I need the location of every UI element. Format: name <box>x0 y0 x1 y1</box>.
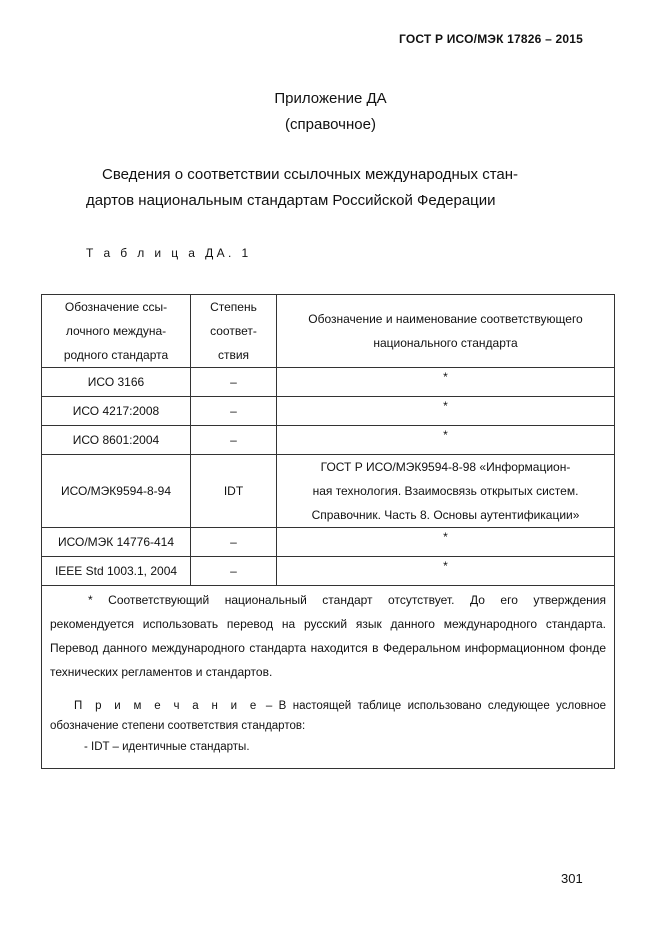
cell-ref: ИСО/МЭК 14776-414 <box>42 528 191 557</box>
cell-national: * <box>277 557 615 586</box>
cell-ref: ИСО 8601:2004 <box>42 426 191 455</box>
section-heading-line-2: дартов национальным стандартам Российской Федерации <box>86 192 496 209</box>
table-row <box>42 426 615 455</box>
appendix-subtitle: (справочное) <box>285 116 376 133</box>
table-caption: Т а б л и ц а ДА. 1 <box>86 246 252 260</box>
table-row <box>42 557 615 586</box>
header-line: национального стандарта <box>373 336 518 350</box>
cell-national: * <box>277 368 615 397</box>
table-row <box>42 455 615 528</box>
table-note <box>50 696 606 736</box>
header-line: Обозначение ссы- <box>64 300 168 314</box>
header-line: лочного междуна- <box>65 324 167 338</box>
table-header-row <box>42 295 615 368</box>
header-line: родного стандарта <box>63 348 169 362</box>
cell-degree: – <box>191 557 277 586</box>
table-row <box>42 397 615 426</box>
cell-degree: IDT <box>191 455 277 528</box>
header-ref-standard <box>42 295 191 368</box>
cell-national-line: ная технология. Взаимосвязь открытых систем. <box>312 484 579 498</box>
cell-ref: ИСО/МЭК9594-8-94 <box>42 455 191 528</box>
section-heading <box>86 162 586 214</box>
section-heading-line-1: Сведения о соответствии ссылочных международных стан- <box>102 166 519 183</box>
header-national-standard <box>277 295 615 368</box>
table-notes-row <box>42 586 615 769</box>
header-line: Обозначение и наименование соответствующего <box>308 312 583 326</box>
correspondence-table <box>41 294 615 769</box>
note-item: - IDT – идентичные стандарты. <box>84 741 250 753</box>
cell-degree: – <box>191 426 277 455</box>
header-line: ствия <box>217 348 250 362</box>
cell-national-line: Справочник. Часть 8. Основы аутентификации» <box>311 508 580 522</box>
cell-ref: ИСО 3166 <box>42 368 191 397</box>
header-line: Степень <box>210 300 257 314</box>
cell-degree: – <box>191 528 277 557</box>
header-degree <box>191 295 277 368</box>
cell-national: * <box>277 528 615 557</box>
table-notes-cell <box>42 586 615 769</box>
note-label: П р и м е ч а н и е <box>74 700 260 712</box>
cell-ref: IEEE Std 1003.1, 2004 <box>42 557 191 586</box>
cell-national: * <box>277 426 615 455</box>
cell-national-line: ГОСТ Р ИСО/МЭК9594-8-98 «Информацион- <box>320 460 571 474</box>
cell-degree: – <box>191 397 277 426</box>
document-header-code: ГОСТ Р ИСО/МЭК 17826 – 2015 <box>398 32 583 46</box>
appendix-title: Приложение ДА <box>274 90 387 107</box>
table-footnote: * Соответствующий национальный стандарт отсутствует. До его утверждения рекомендуется использовать перевод на русский язык данного международного стандарта. Перевод данного международного стандарта находится в Федеральном информационном фонде технических регламентов и стандартов. <box>50 593 606 679</box>
page-number: 301 <box>561 871 583 886</box>
table-row <box>42 368 615 397</box>
table-row <box>42 528 615 557</box>
note-text: – В настоящей таблице использовано следующее условное обозначение степени соответствия стандартов: <box>50 700 606 732</box>
cell-national: * <box>277 397 615 426</box>
cell-national <box>277 455 615 528</box>
cell-degree: – <box>191 368 277 397</box>
appendix-title-block <box>0 86 661 138</box>
cell-ref: ИСО 4217:2008 <box>42 397 191 426</box>
header-line: соответ- <box>210 324 257 338</box>
